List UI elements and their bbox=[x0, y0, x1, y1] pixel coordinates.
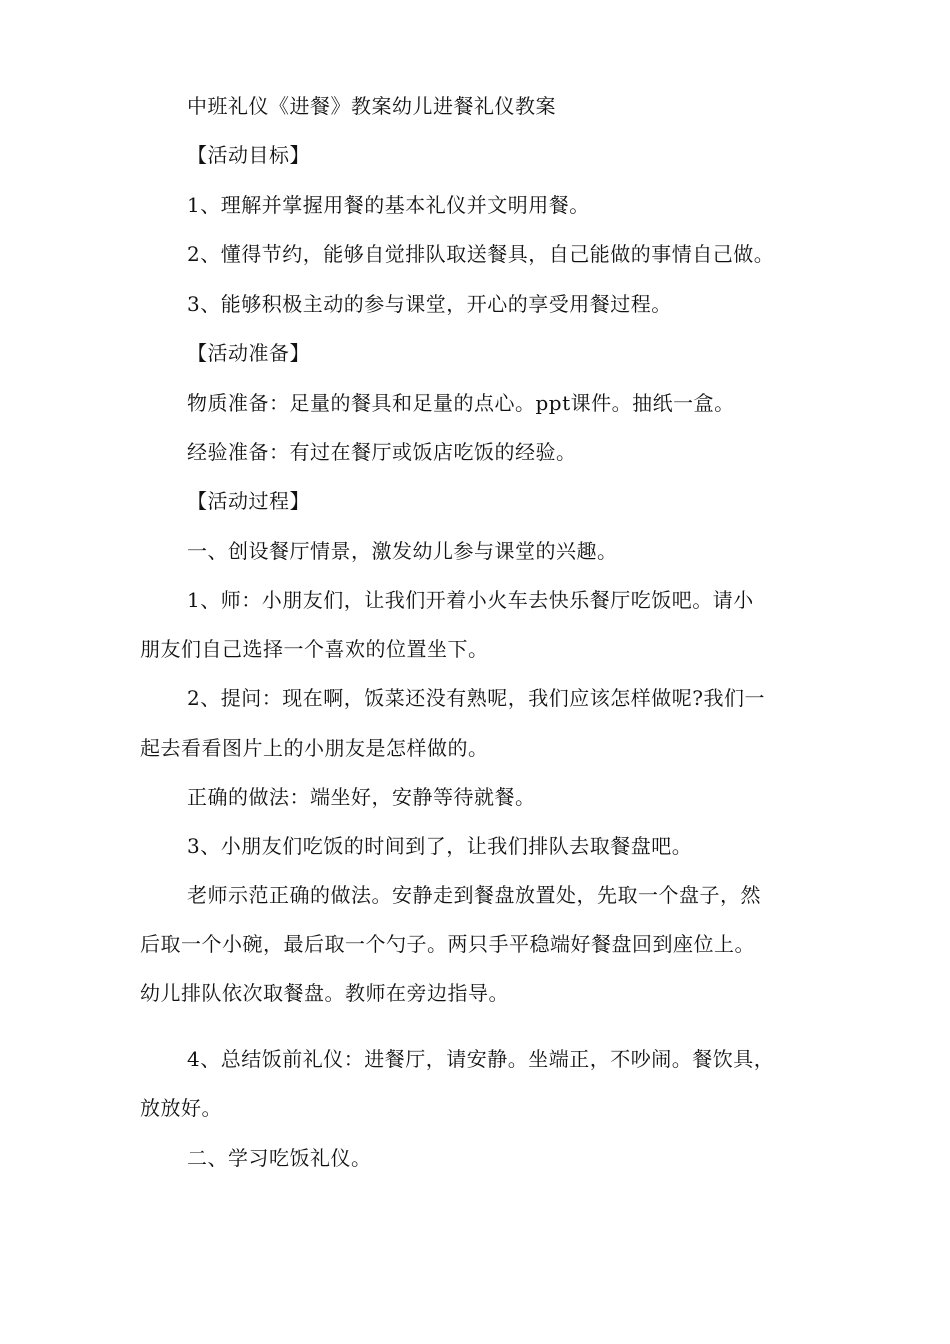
paragraph-line: 放放好。 bbox=[140, 1096, 222, 1120]
section-heading-learning: 二、学习吃饭礼仪。 bbox=[187, 1146, 372, 1170]
section-heading-preparation: 【活动准备】 bbox=[187, 341, 310, 365]
paragraph-line: 幼儿排队依次取餐盘。教师在旁边指导。 bbox=[140, 981, 509, 1005]
paragraph-line: 物质准备：足量的餐具和足量的点心。ppt课件。抽纸一盒。 bbox=[187, 391, 735, 415]
section-heading-goals: 【活动目标】 bbox=[187, 143, 310, 167]
paragraph-line: 2、懂得节约，能够自觉排队取送餐具，自己能做的事情自己做。 bbox=[187, 242, 775, 266]
paragraph-line: 朋友们自己选择一个喜欢的位置坐下。 bbox=[140, 637, 489, 661]
paragraph-line: 起去看看图片上的小朋友是怎样做的。 bbox=[140, 736, 489, 760]
paragraph-line: 2、提问：现在啊，饭菜还没有熟呢，我们应该怎样做呢?我们一 bbox=[187, 686, 765, 710]
paragraph-line: 3、小朋友们吃饭的时间到了，让我们排队去取餐盘吧。 bbox=[187, 834, 693, 858]
document-title: 中班礼仪《进餐》教案幼儿进餐礼仪教案 bbox=[187, 94, 556, 118]
paragraph-line: 正确的做法：端坐好，安静等待就餐。 bbox=[187, 785, 536, 809]
paragraph-line: 1、理解并掌握用餐的基本礼仪并文明用餐。 bbox=[187, 193, 590, 217]
paragraph-line: 1、师：小朋友们，让我们开着小火车去快乐餐厅吃饭吧。请小 bbox=[187, 588, 754, 612]
section-heading-process: 【活动过程】 bbox=[187, 489, 310, 513]
paragraph-line: 一、创设餐厅情景，激发幼儿参与课堂的兴趣。 bbox=[187, 539, 618, 563]
paragraph-line: 4、总结饭前礼仪：进餐厅，请安静。坐端正，不吵闹。餐饮具， bbox=[187, 1047, 775, 1071]
paragraph-line: 后取一个小碗，最后取一个勺子。两只手平稳端好餐盘回到座位上。 bbox=[140, 932, 755, 956]
paragraph-line: 老师示范正确的做法。安静走到餐盘放置处，先取一个盘子，然 bbox=[187, 883, 761, 907]
paragraph-line: 经验准备：有过在餐厅或饭店吃饭的经验。 bbox=[187, 440, 577, 464]
paragraph-line: 3、能够积极主动的参与课堂，开心的享受用餐过程。 bbox=[187, 292, 672, 316]
